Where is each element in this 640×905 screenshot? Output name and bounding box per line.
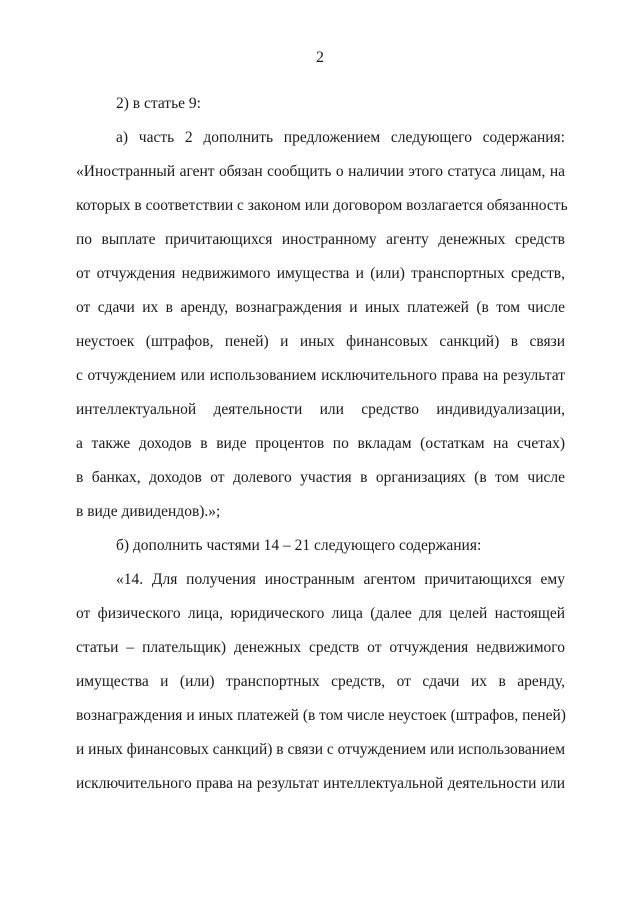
text-line: интеллектуальной деятельности или средство индивидуализации, [76, 401, 565, 418]
paragraph-part-14 [76, 563, 565, 801]
page-number: 2 [316, 49, 324, 66]
text-line: а также доходов в виде процентов по вкладам (остаткам на счетах) [76, 435, 565, 452]
text-line: имущества и (или) транспортных средств, от сдачи их в аренду, [76, 673, 565, 690]
text-line: вознаграждения и иных платежей (в том числе неустоек (штрафов, пеней) [76, 707, 566, 724]
text-line: по выплате причитающихся иностранному агенту денежных средств [76, 231, 565, 248]
text-line: и иных финансовых санкций) в связи с отчуждением или использованием [76, 741, 566, 758]
text-line: 2) в статье 9: [116, 95, 201, 112]
text-line: от отчуждения недвижимого имущества и (или) транспортных средств, [76, 265, 565, 282]
text-line: исключительного права на результат интеллектуальной деятельности или [76, 775, 565, 792]
text-line: в виде дивидендов).»; [76, 503, 221, 520]
text-line: «14. Для получения иностранным агентом причитающихся ему [116, 571, 565, 588]
text-line: статьи – плательщик) денежных средств от отчуждения недвижимого [76, 639, 565, 656]
text-line: от физического лица, юридического лица (далее для целей настоящей [76, 605, 565, 622]
paragraph-item-2 [76, 87, 565, 121]
text-line: от сдачи их в аренду, вознаграждения и иных платежей (в том числе [76, 299, 565, 316]
document-body [76, 87, 568, 801]
text-line: «Иностранный агент обязан сообщить о наличии этого статуса лицам, на [76, 163, 565, 180]
text-line: в банках, доходов от долевого участия в организациях (в том числе [76, 469, 565, 486]
text-line: с отчуждением или использованием исключительного права на результат [76, 367, 565, 384]
paragraph-item-b [76, 529, 565, 563]
text-line: а) часть 2 дополнить предложением следующего содержания: [116, 129, 565, 146]
text-line: которых в соответствии с законом или договором возлагается обязанность [76, 197, 568, 214]
paragraph-item-a [76, 121, 568, 529]
text-line: б) дополнить частями 14 – 21 следующего содержания: [116, 537, 482, 554]
text-line: неустоек (штрафов, пеней) и иных финансовых санкций) в связи [76, 333, 565, 350]
